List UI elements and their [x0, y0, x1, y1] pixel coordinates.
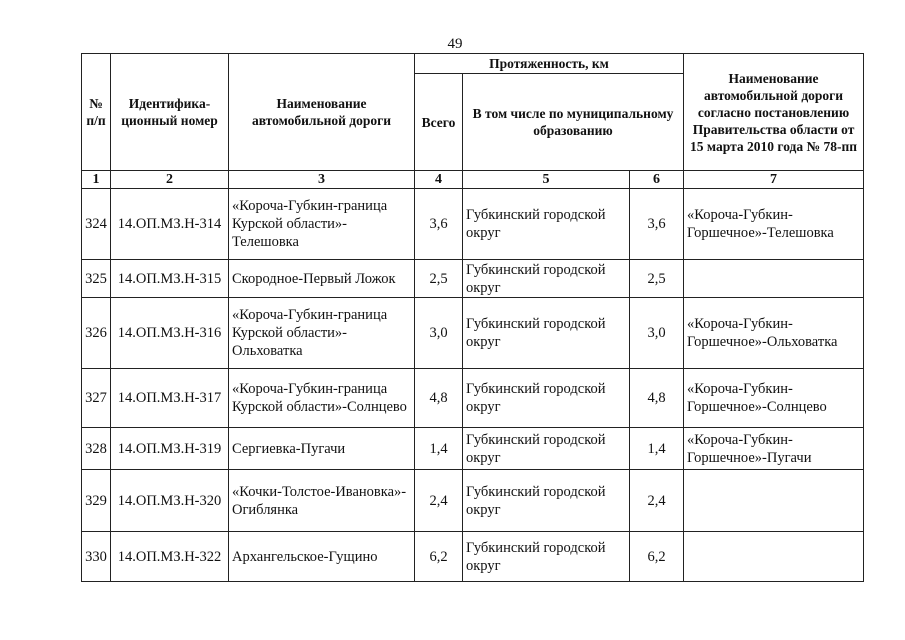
row-road-name: «Короча-Губкин-граница Курской области»-Солнцево [229, 369, 415, 428]
row-road-name: «Кочки-Толстое-Ивановка»-Огиблянка [229, 470, 415, 532]
row-municipality: Губкинский городской округ [463, 532, 630, 582]
row-mun-length: 4,8 [630, 369, 684, 428]
table-row [82, 298, 864, 369]
row-road-name: Архангельское-Гущино [229, 532, 415, 582]
row-id: 14.ОП.МЗ.Н-322 [111, 532, 229, 582]
row-mun-length: 2,5 [630, 260, 684, 298]
row-total: 2,5 [415, 260, 463, 298]
row-municipality: Губкинский городской округ [463, 470, 630, 532]
column-number: 3 [229, 171, 415, 189]
page-number: 49 [447, 36, 463, 52]
row-road-name: «Короча-Губкин-граница Курской области»-Телешовка [229, 189, 415, 260]
column-number: 2 [111, 171, 229, 189]
header-id: Идентифика-ционный номер [111, 54, 229, 171]
table-row [82, 369, 864, 428]
row-decree-name: «Короча-Губкин-Горшечное»-Пугачи [684, 428, 864, 470]
row-total: 3,6 [415, 189, 463, 260]
table-row [82, 189, 864, 260]
column-number: 6 [630, 171, 684, 189]
row-total: 1,4 [415, 428, 463, 470]
row-id: 14.ОП.МЗ.Н-320 [111, 470, 229, 532]
column-number: 4 [415, 171, 463, 189]
row-municipality: Губкинский городской округ [463, 260, 630, 298]
row-municipality: Губкинский городской округ [463, 298, 630, 369]
row-num: 328 [82, 428, 111, 470]
row-mun-length: 6,2 [630, 532, 684, 582]
column-number: 7 [684, 171, 864, 189]
row-mun-length: 1,4 [630, 428, 684, 470]
column-number: 5 [463, 171, 630, 189]
row-id: 14.ОП.МЗ.Н-319 [111, 428, 229, 470]
row-decree-name [684, 532, 864, 582]
row-num: 327 [82, 369, 111, 428]
header-including: В том числе по муниципальному образованию [463, 74, 684, 171]
table-row [82, 470, 864, 532]
row-municipality: Губкинский городской округ [463, 369, 630, 428]
row-decree-name [684, 470, 864, 532]
row-road-name: «Короча-Губкин-граница Курской области»-Ольховатка [229, 298, 415, 369]
row-num: 330 [82, 532, 111, 582]
column-number: 1 [82, 171, 111, 189]
row-id: 14.ОП.МЗ.Н-317 [111, 369, 229, 428]
row-num: 326 [82, 298, 111, 369]
row-mun-length: 3,0 [630, 298, 684, 369]
header-length: Протяженность, км [415, 54, 684, 74]
header-decree-name: Наименование автомобильной дороги согласно постановлению Правительства области от 15 марта 2010 года № 78-пп [684, 54, 864, 171]
row-mun-length: 3,6 [630, 189, 684, 260]
table-row [82, 428, 864, 470]
row-decree-name: «Короча-Губкин-Горшечное»-Солнцево [684, 369, 864, 428]
row-num: 329 [82, 470, 111, 532]
row-decree-name [684, 260, 864, 298]
table-row [82, 532, 864, 582]
row-road-name: Скородное-Первый Ложок [229, 260, 415, 298]
row-id: 14.ОП.МЗ.Н-316 [111, 298, 229, 369]
row-id: 14.ОП.МЗ.Н-315 [111, 260, 229, 298]
row-total: 2,4 [415, 470, 463, 532]
header-total: Всего [415, 74, 463, 171]
row-num: 325 [82, 260, 111, 298]
row-decree-name: «Короча-Губкин-Горшечное»-Телешовка [684, 189, 864, 260]
row-total: 3,0 [415, 298, 463, 369]
row-mun-length: 2,4 [630, 470, 684, 532]
row-municipality: Губкинский городской округ [463, 428, 630, 470]
roads-table [81, 53, 864, 582]
row-total: 4,8 [415, 369, 463, 428]
table-row [82, 260, 864, 298]
row-road-name: Сергиевка-Пугачи [229, 428, 415, 470]
header-num: № п/п [82, 54, 111, 171]
row-id: 14.ОП.МЗ.Н-314 [111, 189, 229, 260]
row-total: 6,2 [415, 532, 463, 582]
row-decree-name: «Короча-Губкин-Горшечное»-Ольховатка [684, 298, 864, 369]
row-num: 324 [82, 189, 111, 260]
header-road-name: Наименование автомобильной дороги [229, 54, 415, 171]
row-municipality: Губкинский городской округ [463, 189, 630, 260]
